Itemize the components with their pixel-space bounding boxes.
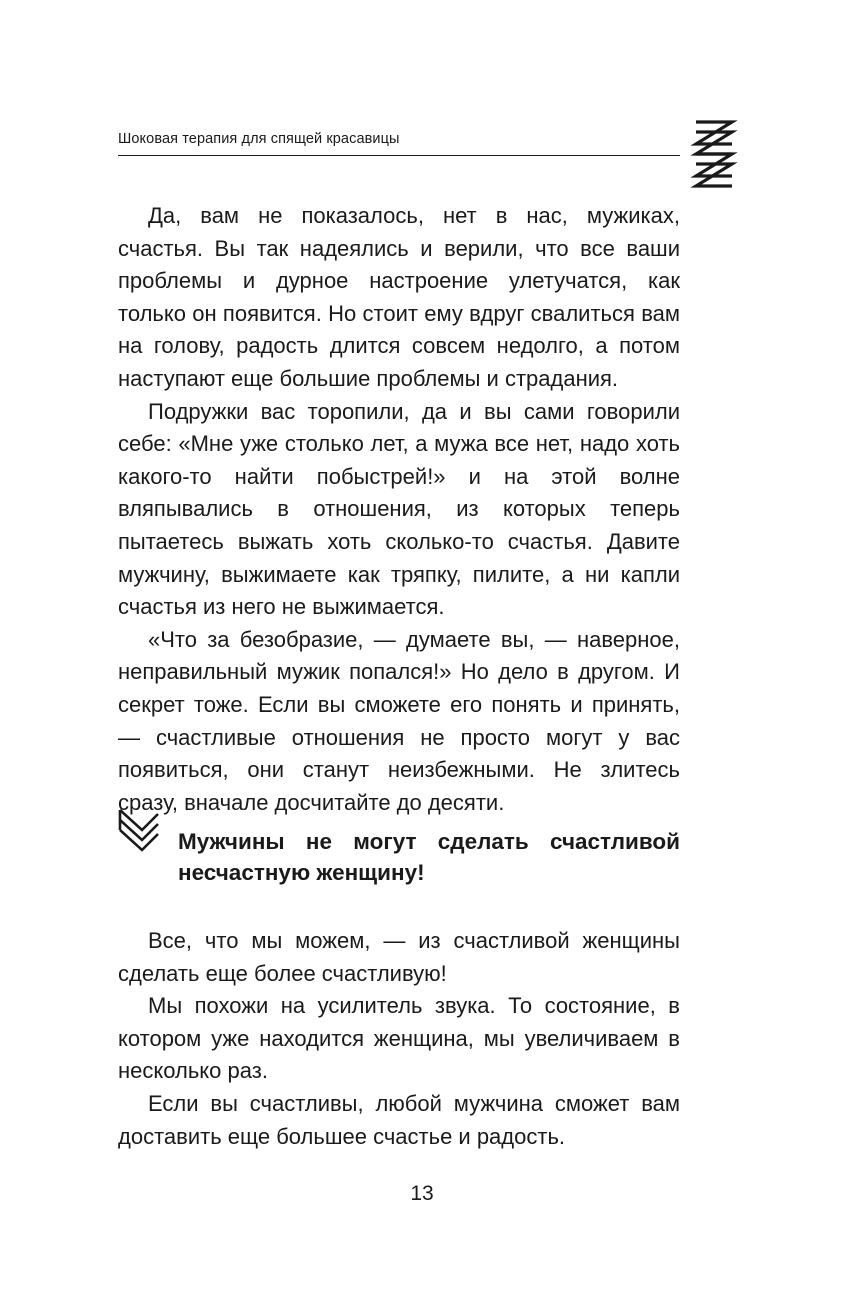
- running-head-title: Шоковая терапия для спящей красавицы: [118, 131, 400, 147]
- chevron-arrows-icon: [118, 808, 162, 854]
- paragraph: Если вы счастливы, любой мужчина сможет вам доставить еще большее счастье и радость.: [118, 1090, 680, 1149]
- callout-text: Мужчины не могут сделать счастливой несчастную женщину!: [178, 829, 680, 885]
- paragraph: Все, что мы можем, — из счастливой женщины сделать еще более счастливую!: [118, 928, 680, 986]
- paragraph: Да, вам не показалось, нет в нас, мужиках, счастья. Вы так надеялись и верили, что все ваши проблемы и дурное настроение улетучатся, как только он появится. Но стоит ему вдруг свалиться вам на голову, радость длится совсем недолго, а потом наступают еще большие проблемы и страдания.: [118, 203, 680, 391]
- paragraph: Мы похожи на усилитель звука. То состояние, в котором уже находится женщина, мы увеличиваем в несколько раз.: [118, 993, 680, 1084]
- body-text-top: [118, 200, 680, 819]
- paragraph: Подружки вас торопили, да и вы сами говорили себе: «Мне уже столько лет, а мужа все нет, надо хоть какого-то найти побыстрей!» и на этой волне вляпывались в отношения, из которых теперь пытаетесь выжать хоть сколько-то счастья. Давите мужчину, выжимаете как тряпку, пилите, а ни капли счастья из него не выжимается.: [118, 398, 680, 620]
- page-number: 13: [410, 1182, 434, 1205]
- paragraph: «Что за безобразие, — думаете вы, — наверное, неправильный мужик попался!» Но дело в другом. И секрет тоже. Если вы сможете его понять и принять, — счастливые отношения не просто могут у вас появиться, они станут неизбежными. Не злитесь сразу, вначале досчитайте до десяти.: [118, 626, 680, 815]
- zigzag-stripes-icon: [688, 118, 740, 190]
- header-rule: [118, 155, 680, 156]
- body-text-bottom: [118, 925, 680, 1153]
